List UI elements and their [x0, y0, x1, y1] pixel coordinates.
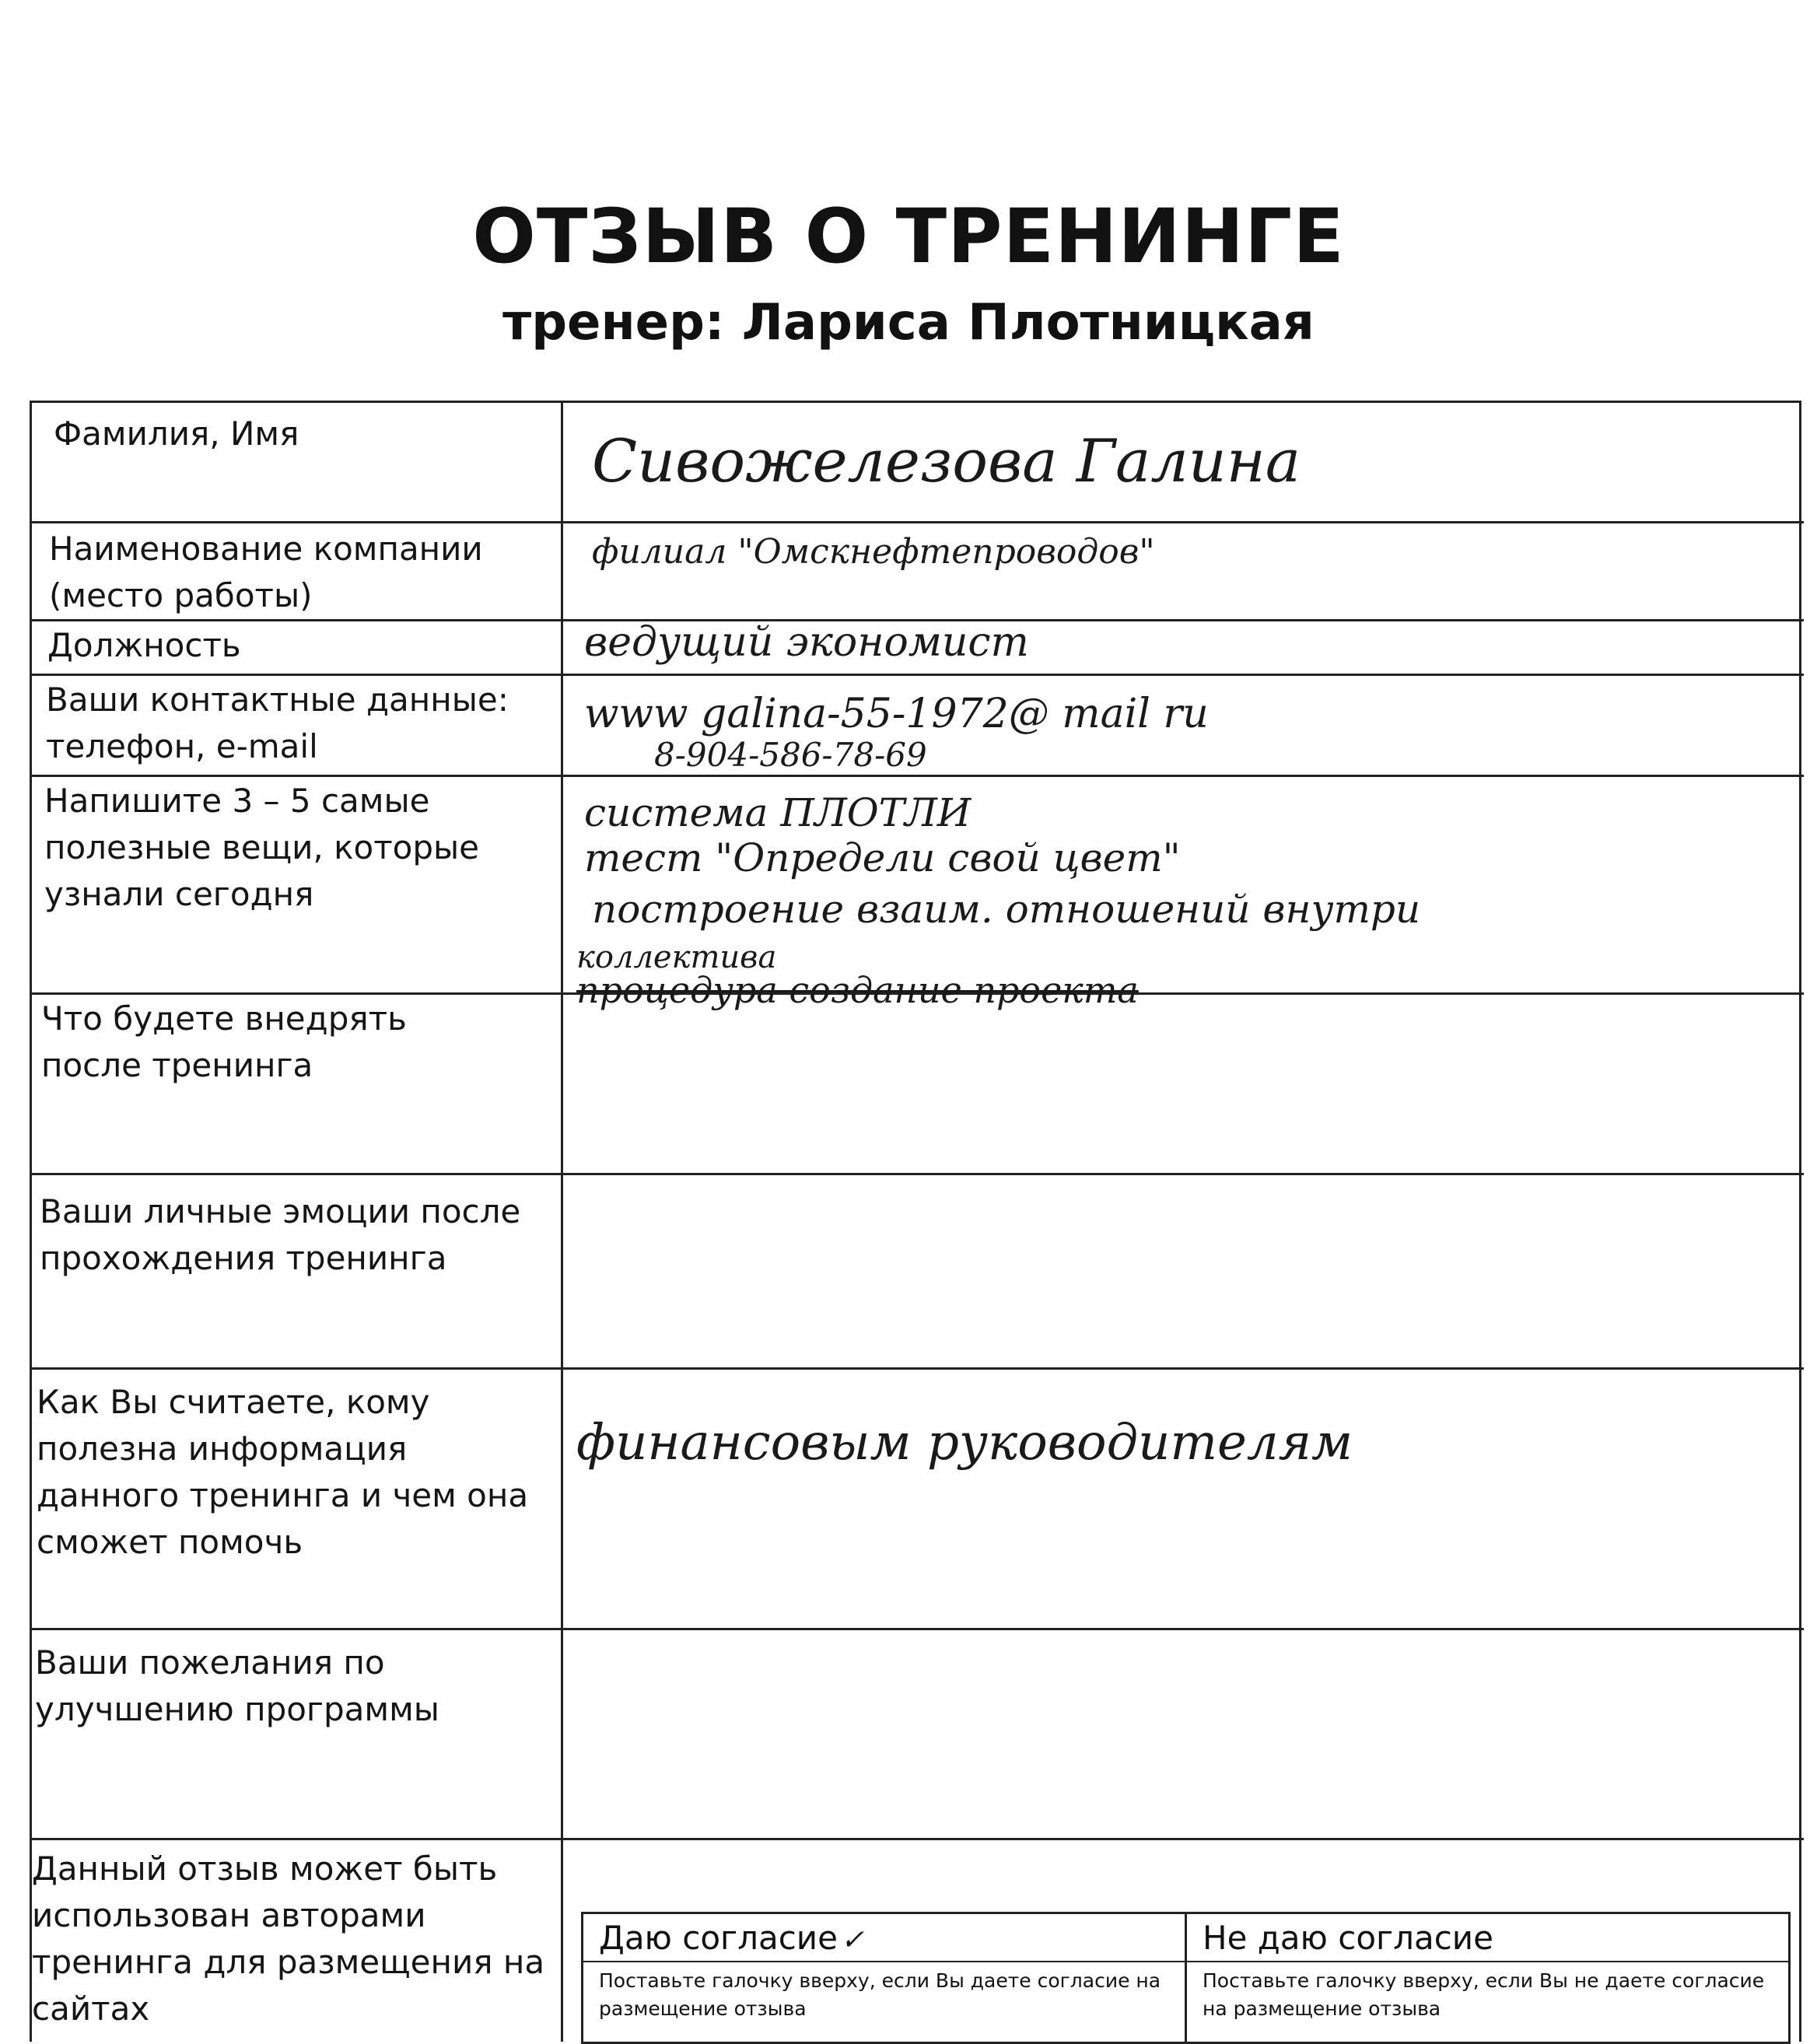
label-contacts: Ваши контактные данные: телефон, e-mail — [46, 681, 509, 765]
row-divider — [32, 775, 1804, 777]
consent-deny-note: Поставьте галочку вверху, если Вы не даете согласие на размещение отзыва — [1203, 1969, 1765, 2020]
checkmark-icon: ✓ — [840, 1924, 865, 1956]
consent-deny-title: Не даю согласие — [1203, 1919, 1493, 1957]
answer-position: ведущий экономист — [584, 619, 1029, 666]
consent-give-note: Поставьте галочку вверху, если Вы даете согласие на размещение отзыва — [599, 1969, 1161, 2020]
row-divider — [32, 674, 1804, 676]
answer-who-benefits: финансовым руководителям — [576, 1414, 1353, 1472]
consent-deny-cell[interactable] — [1185, 1914, 1788, 2042]
label-publish-consent: Данный отзыв может быть использован авторами тренинга для размещения на сайтах — [32, 1850, 545, 2028]
label-suggestions: Ваши пожелания по улучшению программы — [35, 1643, 439, 1728]
answer-company: филиал "Омскнефтепроводов" — [592, 532, 1155, 572]
answer-email: www galina-55-1972@ mail ru — [584, 691, 1209, 737]
label-emotions: Ваши личные эмоции после прохождения тренинга — [40, 1192, 521, 1277]
label-who-benefits: Как Вы считаете, кому полезна информация данного тренинга и чем она сможет помочь — [37, 1383, 529, 1561]
trainer-subtitle: тренер: Лариса Плотницкая — [502, 294, 1315, 352]
row-divider — [32, 521, 1804, 523]
consent-give-title: Даю согласие — [599, 1919, 838, 1957]
row-divider — [32, 1173, 1804, 1175]
consent-table — [581, 1912, 1791, 2044]
answer-useful-5: процедура создание проекта — [576, 969, 1139, 1011]
label-implement: Что будете внедрять после тренинга — [41, 999, 407, 1084]
label-useful-things: Напишите 3 – 5 самые полезные вещи, которые узнали сегодня — [44, 782, 480, 913]
row-divider — [32, 1367, 1804, 1370]
answer-useful-1: система ПЛОТЛИ — [584, 790, 972, 835]
answer-useful-2: тест "Определи свой цвет" — [584, 835, 1181, 880]
answer-phone: 8-904-586-78-69 — [654, 736, 927, 774]
page-title: ОТЗЫВ О ТРЕНИНГЕ — [472, 193, 1345, 280]
answer-full-name: Сивожелезова Галина — [592, 426, 1301, 495]
label-company: Наименование компании (место работы) — [49, 530, 483, 614]
answer-useful-3: построение взаим. отношений внутри — [592, 887, 1421, 932]
label-full-name: Фамилия, Имя — [54, 415, 299, 453]
consent-give-cell[interactable] — [583, 1914, 1185, 2042]
column-divider — [561, 403, 563, 2042]
row-divider — [32, 1838, 1804, 1840]
answer-useful-4: коллектива — [576, 940, 777, 975]
row-divider — [32, 1628, 1804, 1630]
feedback-form — [30, 401, 1801, 2042]
label-position: Должность — [47, 626, 241, 664]
